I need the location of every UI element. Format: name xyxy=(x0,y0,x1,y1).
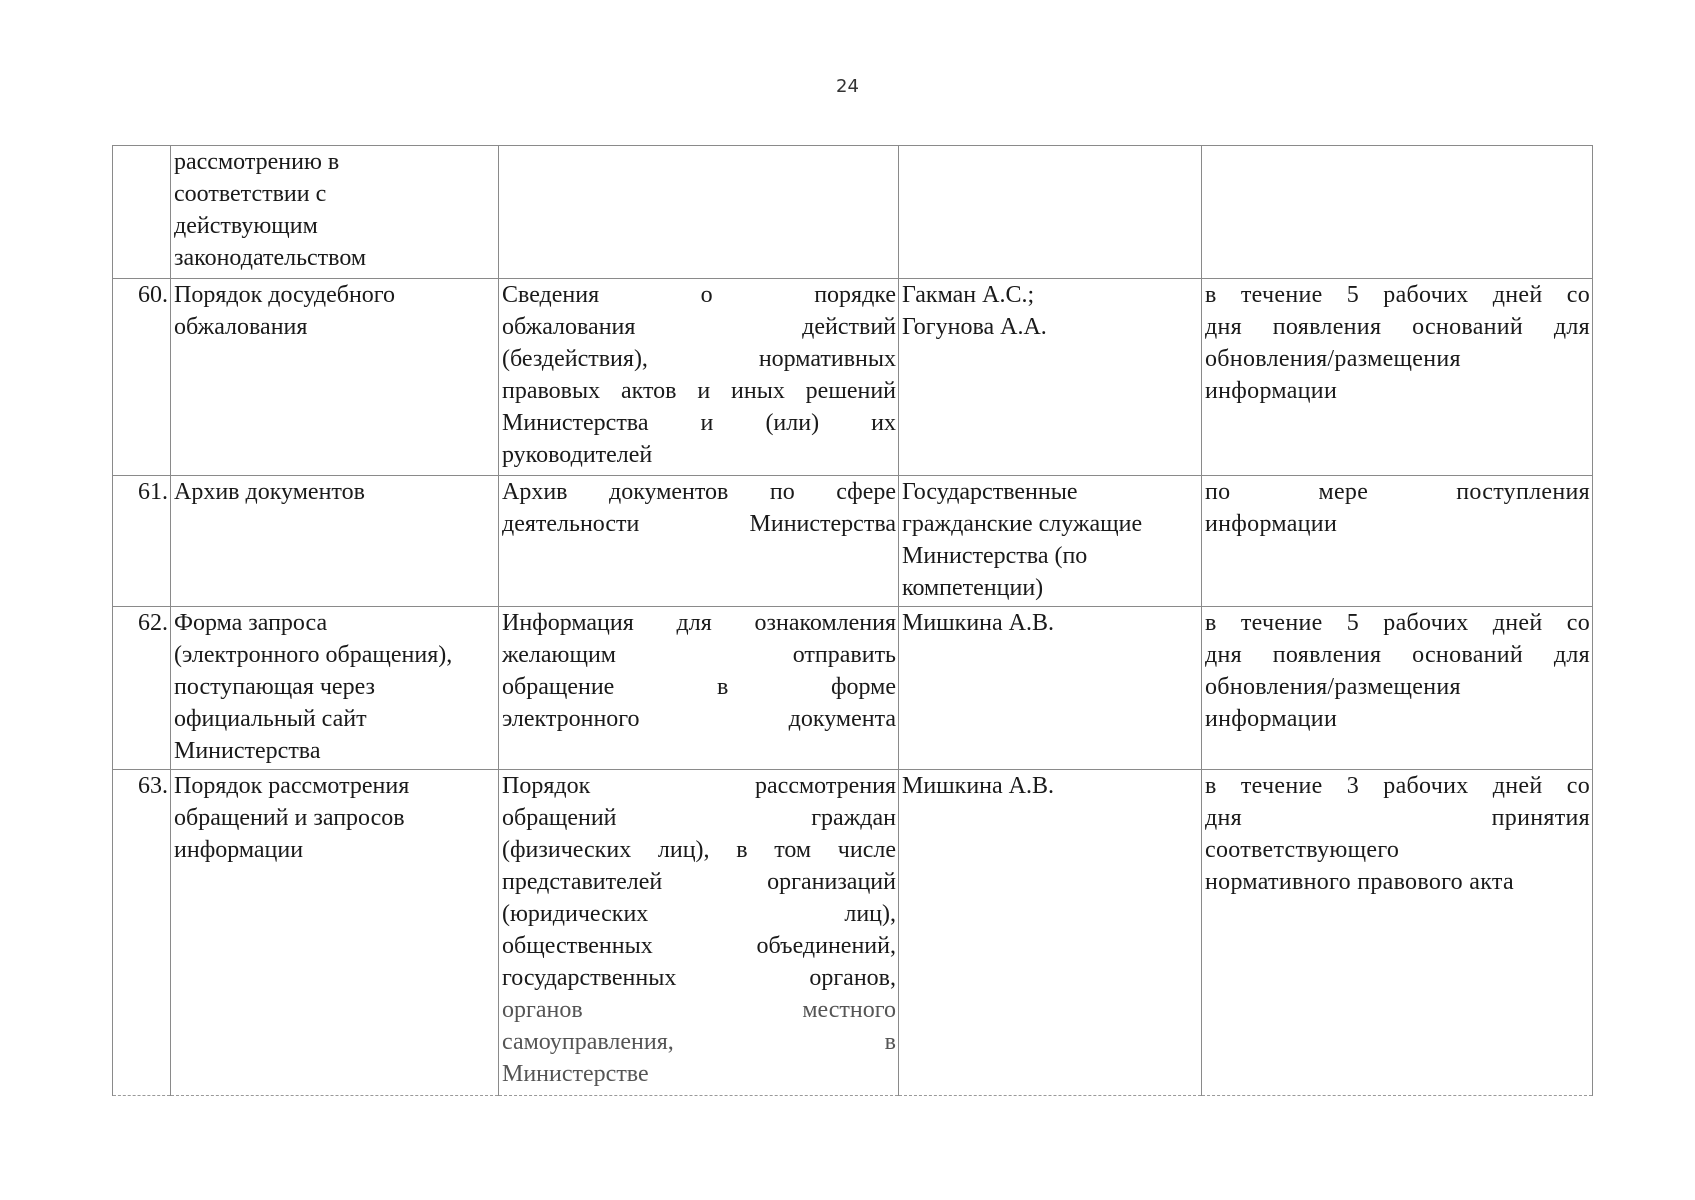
item-term-line: информации xyxy=(1205,511,1338,537)
document-table xyxy=(112,145,1593,1096)
item-responsible xyxy=(899,770,1202,1096)
item-description xyxy=(499,607,899,770)
item-description-line: деятельности Министерства xyxy=(502,511,896,537)
item-term xyxy=(1202,607,1593,770)
item-description-line: правовых актов и иных решений xyxy=(502,378,896,404)
row-number: 62. xyxy=(113,607,171,770)
row-number: 61. xyxy=(113,476,171,607)
item-name-line: поступающая через xyxy=(174,674,376,700)
item-term-line: информации xyxy=(1205,378,1338,404)
item-description-line: Порядок рассмотрения xyxy=(502,773,896,799)
item-term-line: нормативного правового акта xyxy=(1205,869,1514,895)
item-name-line: информации xyxy=(174,837,304,863)
item-name-line: Министерства xyxy=(174,738,321,764)
item-responsible xyxy=(899,476,1202,607)
item-description-line: желающим отправить xyxy=(502,642,896,668)
item-responsible xyxy=(899,607,1202,770)
row-number: 60. xyxy=(113,279,171,476)
item-name xyxy=(171,476,499,607)
item-responsible-line: Государственные xyxy=(902,479,1078,505)
item-name-line: официальный сайт xyxy=(174,706,367,732)
item-term-line: дня появления оснований для xyxy=(1205,642,1590,668)
item-name-line: Порядок рассмотрения xyxy=(174,773,410,799)
item-term-line: дня принятия xyxy=(1205,805,1590,831)
item-description-line: представителей организаций xyxy=(502,869,896,895)
page-number: 24 xyxy=(836,76,859,97)
item-term-line: соответствующего xyxy=(1205,837,1400,863)
item-responsible-line: Гакман А.С.; xyxy=(902,282,1035,308)
item-name xyxy=(171,146,499,279)
item-responsible-line: Мишкина А.В. xyxy=(902,610,1055,636)
item-term xyxy=(1202,279,1593,476)
item-description-line: Сведения о порядке xyxy=(502,282,896,308)
item-name-line: действующим xyxy=(174,213,318,239)
table-row xyxy=(113,146,1593,279)
item-name-line: законодательством xyxy=(174,245,367,271)
item-name-line: Форма запроса xyxy=(174,610,328,636)
item-responsible-line: Гогунова А.А. xyxy=(902,314,1047,340)
item-term-line: обновления/размещения xyxy=(1205,674,1461,700)
item-term xyxy=(1202,476,1593,607)
table-row xyxy=(113,476,1593,607)
item-term xyxy=(1202,146,1593,279)
item-responsible-line: Мишкина А.В. xyxy=(902,773,1055,799)
table-row xyxy=(113,770,1593,1096)
item-name-line: (электронного обращения), xyxy=(174,642,453,668)
item-description-line: государственных органов, xyxy=(502,965,896,991)
item-description-line: обращение в форме xyxy=(502,674,896,700)
item-responsible-line: гражданские служащие xyxy=(902,511,1143,537)
item-description xyxy=(499,146,899,279)
item-description-line: Информация для ознакомления xyxy=(502,610,896,636)
item-term-line: обновления/размещения xyxy=(1205,346,1461,372)
item-description-line: Архив документов по сфере xyxy=(502,479,896,505)
item-description xyxy=(499,770,899,1096)
item-term-line: в течение 3 рабочих дней со xyxy=(1205,773,1590,799)
item-description xyxy=(499,279,899,476)
item-term-line: дня появления оснований для xyxy=(1205,314,1590,340)
item-name-line: Архив документов xyxy=(174,479,365,505)
item-description-line: органов местного xyxy=(502,997,896,1023)
item-term xyxy=(1202,770,1593,1096)
item-description-line: обжалования действий xyxy=(502,314,896,340)
item-description-line: Министерства и (или) их xyxy=(502,410,896,436)
item-responsible xyxy=(899,146,1202,279)
table-body xyxy=(113,146,1593,1096)
item-name xyxy=(171,279,499,476)
item-term-line: в течение 5 рабочих дней со xyxy=(1205,282,1590,308)
item-description-line: руководителей xyxy=(502,442,653,468)
item-description-line: Министерстве xyxy=(502,1061,649,1087)
item-term-line: информации xyxy=(1205,706,1338,732)
item-description-line: (бездействия), нормативных xyxy=(502,346,896,372)
item-name-line: Порядок досудебного xyxy=(174,282,396,308)
row-number xyxy=(113,146,171,279)
item-responsible xyxy=(899,279,1202,476)
item-responsible-line: Министерства (по xyxy=(902,543,1088,569)
item-name-line: обжалования xyxy=(174,314,308,340)
item-description-line: (юридических лиц), xyxy=(502,901,896,927)
table-row xyxy=(113,279,1593,476)
item-responsible-line: компетенции) xyxy=(902,575,1044,601)
table-row xyxy=(113,607,1593,770)
item-description xyxy=(499,476,899,607)
item-name xyxy=(171,770,499,1096)
item-description-line: общественных объединений, xyxy=(502,933,896,959)
item-name-line: рассмотрению в xyxy=(174,149,340,175)
item-name xyxy=(171,607,499,770)
item-name-line: соответствии с xyxy=(174,181,327,207)
item-term-line: по мере поступления xyxy=(1205,479,1590,505)
item-term-line: в течение 5 рабочих дней со xyxy=(1205,610,1590,636)
item-description-line: электронного документа xyxy=(502,706,896,732)
item-description-line: самоуправления, в xyxy=(502,1029,896,1055)
item-description-line: обращений граждан xyxy=(502,805,896,831)
row-number: 63. xyxy=(113,770,171,1096)
item-name-line: обращений и запросов xyxy=(174,805,405,831)
item-description-line: (физических лиц), в том числе xyxy=(502,837,896,863)
